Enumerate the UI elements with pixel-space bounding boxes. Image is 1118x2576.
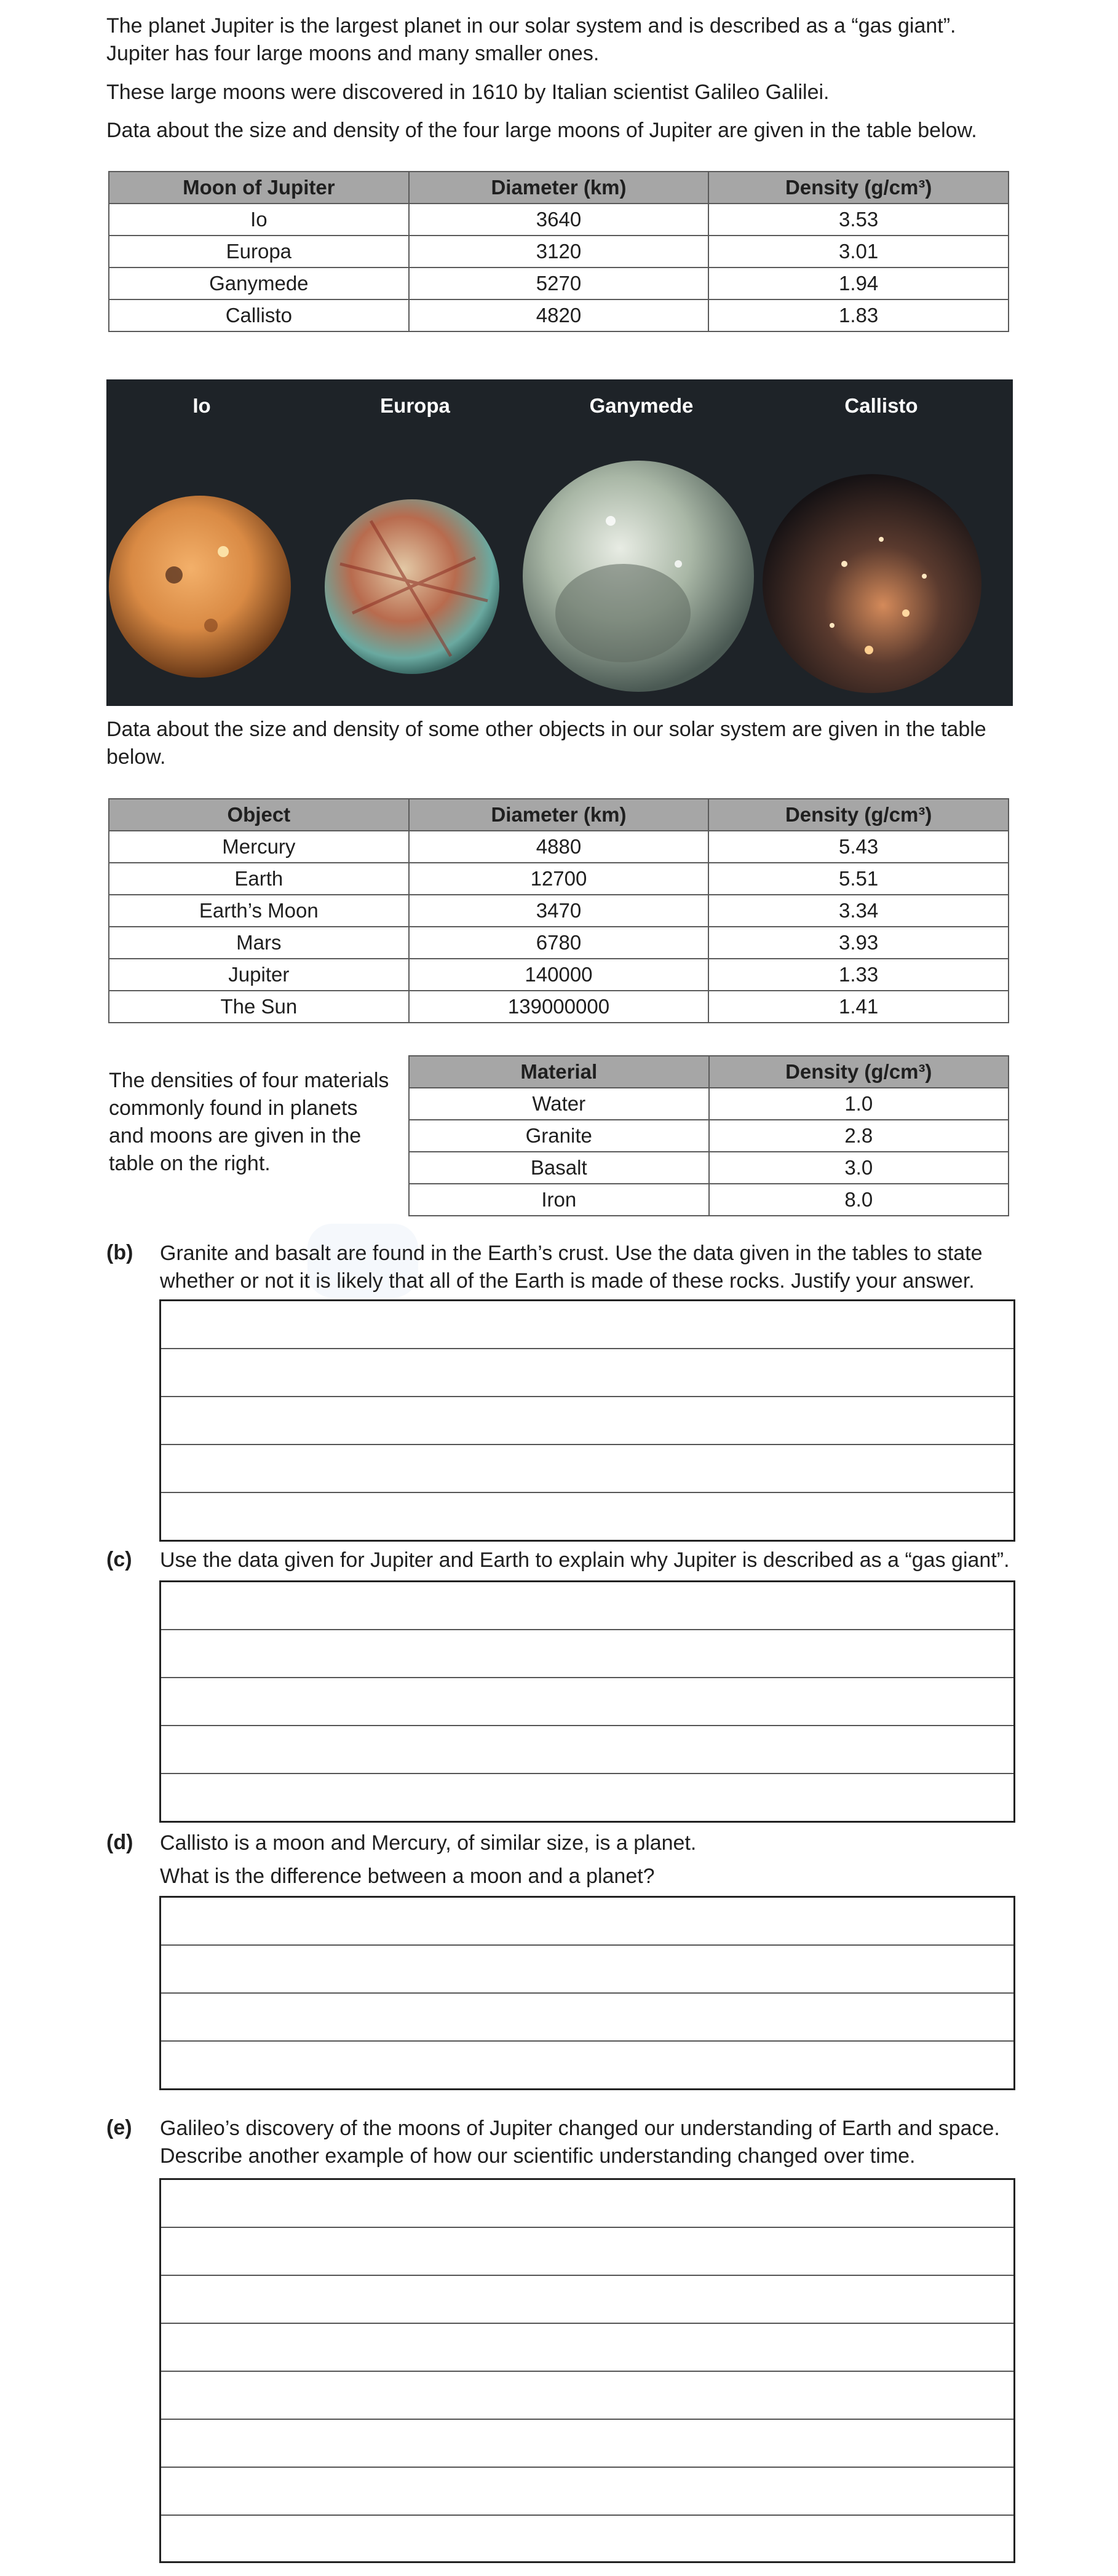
intro-paragraph-1: The planet Jupiter is the largest planet in our solar system and is described as a “gas giant”. Jupiter has four large moons and many smaller ones. bbox=[106, 14, 956, 65]
question-d-label: (d) bbox=[106, 1831, 133, 1854]
answer-line[interactable] bbox=[161, 1582, 1013, 1630]
answer-line[interactable] bbox=[161, 1726, 1013, 1774]
table-cell: 5.43 bbox=[708, 831, 1009, 863]
moons-table bbox=[108, 171, 1009, 332]
table-cell: The Sun bbox=[109, 991, 409, 1023]
table-cell: 4820 bbox=[409, 299, 709, 331]
answer-line[interactable] bbox=[161, 1946, 1013, 1994]
answer-line[interactable] bbox=[161, 2468, 1013, 2516]
table-cell: Basalt bbox=[409, 1152, 709, 1184]
table-cell: 3.34 bbox=[708, 895, 1009, 927]
table-cell: 140000 bbox=[409, 959, 709, 991]
table-cell: 1.33 bbox=[708, 959, 1009, 991]
table-header: Object bbox=[109, 799, 409, 831]
answer-line[interactable] bbox=[161, 1445, 1013, 1493]
table-cell: Jupiter bbox=[109, 959, 409, 991]
moon-label-europa: Europa bbox=[380, 394, 450, 417]
answer-line[interactable] bbox=[161, 2420, 1013, 2468]
table-cell: 12700 bbox=[409, 863, 709, 895]
objects-table bbox=[108, 798, 1009, 1023]
table-cell: Water bbox=[409, 1088, 709, 1120]
table-cell: 1.41 bbox=[708, 991, 1009, 1023]
question-c-text: Use the data given for Jupiter and Earth to explain why Jupiter is described as a “gas giant”. bbox=[160, 1548, 1010, 1572]
table-cell: Callisto bbox=[109, 299, 409, 331]
table-cell: Granite bbox=[409, 1120, 709, 1152]
answer-box-b[interactable] bbox=[159, 1299, 1015, 1542]
answer-line[interactable] bbox=[161, 1630, 1013, 1678]
question-c-label: (c) bbox=[106, 1548, 132, 1571]
table-cell: 3470 bbox=[409, 895, 709, 927]
table-cell: Mars bbox=[109, 927, 409, 959]
table-header-row bbox=[109, 172, 1009, 204]
intro-paragraph-2: These large moons were discovered in 1610 by Italian scientist Galileo Galilei. bbox=[106, 81, 830, 104]
question-e-label: (e) bbox=[106, 2116, 132, 2139]
moons-illustration bbox=[106, 379, 1013, 706]
answer-line[interactable] bbox=[161, 2516, 1013, 2562]
answer-line[interactable] bbox=[161, 1774, 1013, 1821]
question-b-label: (b) bbox=[106, 1241, 133, 1264]
answer-line[interactable] bbox=[161, 1397, 1013, 1445]
table-row bbox=[409, 1088, 1009, 1120]
table-header: Density (g/cm³) bbox=[709, 1056, 1009, 1088]
table-cell: 139000000 bbox=[409, 991, 709, 1023]
answer-line[interactable] bbox=[161, 1678, 1013, 1726]
moon-label-ganymede: Ganymede bbox=[589, 394, 694, 417]
table-header: Material bbox=[409, 1056, 709, 1088]
table-cell: 2.8 bbox=[709, 1120, 1009, 1152]
table-cell: 3120 bbox=[409, 236, 709, 268]
table-row bbox=[109, 927, 1009, 959]
table-header: Moon of Jupiter bbox=[109, 172, 409, 204]
moon-label-io: Io bbox=[192, 394, 211, 417]
answer-line[interactable] bbox=[161, 1349, 1013, 1397]
table-row bbox=[109, 268, 1009, 299]
table-cell: 6780 bbox=[409, 927, 709, 959]
answer-line[interactable] bbox=[161, 1301, 1013, 1349]
table-cell: 8.0 bbox=[709, 1184, 1009, 1216]
materials-text: The densities of four materials commonly found in planets and moons are given in the table on the right. bbox=[109, 1069, 389, 1175]
table-cell: Europa bbox=[109, 236, 409, 268]
table-row bbox=[109, 959, 1009, 991]
question-b-text: Granite and basalt are found in the Earth’s crust. Use the data given in the tables to state whether or not it is likely that all of the Earth is made of these rocks. Justify your answer. bbox=[160, 1242, 983, 1293]
table-cell: 5.51 bbox=[708, 863, 1009, 895]
table-row bbox=[109, 863, 1009, 895]
table-header-row bbox=[109, 799, 1009, 831]
table-cell: Iron bbox=[409, 1184, 709, 1216]
table-cell: 5270 bbox=[409, 268, 709, 299]
answer-box-c[interactable] bbox=[159, 1580, 1015, 1823]
table-row bbox=[409, 1184, 1009, 1216]
answer-box-d[interactable] bbox=[159, 1896, 1015, 2090]
table-row bbox=[109, 299, 1009, 331]
materials-table bbox=[408, 1055, 1009, 1216]
table-cell: 3.53 bbox=[708, 204, 1009, 236]
answer-line[interactable] bbox=[161, 2324, 1013, 2372]
table-header: Diameter (km) bbox=[409, 172, 709, 204]
table-cell: 3.01 bbox=[708, 236, 1009, 268]
question-e-text: Galileo’s discovery of the moons of Jupiter changed our understanding of Earth and space. Describe another example of how our scientific understanding changed over time. bbox=[160, 2117, 1000, 2168]
objects-intro: Data about the size and density of some other objects in our solar system are given in the table below. bbox=[106, 718, 986, 769]
callisto-moon bbox=[763, 474, 981, 693]
table-cell: Ganymede bbox=[109, 268, 409, 299]
table-row bbox=[409, 1120, 1009, 1152]
answer-line[interactable] bbox=[161, 1493, 1013, 1540]
table-cell: 3.0 bbox=[709, 1152, 1009, 1184]
table-cell: 1.0 bbox=[709, 1088, 1009, 1120]
table-row bbox=[109, 831, 1009, 863]
table-cell: Mercury bbox=[109, 831, 409, 863]
table-row bbox=[109, 895, 1009, 927]
table-cell: 3.93 bbox=[708, 927, 1009, 959]
table-cell: 3640 bbox=[409, 204, 709, 236]
io-moon bbox=[109, 496, 291, 678]
answer-line[interactable] bbox=[161, 2228, 1013, 2276]
answer-line[interactable] bbox=[161, 1898, 1013, 1946]
moon-label-callisto: Callisto bbox=[844, 394, 918, 417]
table-cell: 1.83 bbox=[708, 299, 1009, 331]
answer-line[interactable] bbox=[161, 2372, 1013, 2420]
table-row bbox=[409, 1152, 1009, 1184]
intro-paragraph-3: Data about the size and density of the four large moons of Jupiter are given in the table below. bbox=[106, 119, 977, 142]
table-header: Density (g/cm³) bbox=[708, 799, 1009, 831]
table-header: Diameter (km) bbox=[409, 799, 709, 831]
table-cell: 4880 bbox=[409, 831, 709, 863]
table-row bbox=[109, 991, 1009, 1023]
table-cell: Io bbox=[109, 204, 409, 236]
table-cell: Earth bbox=[109, 863, 409, 895]
table-cell: 1.94 bbox=[708, 268, 1009, 299]
jupiter-moons-image bbox=[106, 379, 1013, 706]
question-d-text-1: Callisto is a moon and Mercury, of similar size, is a planet. bbox=[160, 1831, 697, 1855]
answer-box-e[interactable] bbox=[159, 2178, 1015, 2563]
table-cell: Earth’s Moon bbox=[109, 895, 409, 927]
table-header: Density (g/cm³) bbox=[708, 172, 1009, 204]
answer-line[interactable] bbox=[161, 2276, 1013, 2324]
answer-line[interactable] bbox=[161, 2042, 1013, 2088]
table-header-row bbox=[409, 1056, 1009, 1088]
table-row bbox=[109, 204, 1009, 236]
question-d-text-2: What is the difference between a moon and a planet? bbox=[160, 1865, 655, 1888]
answer-line[interactable] bbox=[161, 1994, 1013, 2042]
answer-line[interactable] bbox=[161, 2180, 1013, 2228]
table-row bbox=[109, 236, 1009, 268]
